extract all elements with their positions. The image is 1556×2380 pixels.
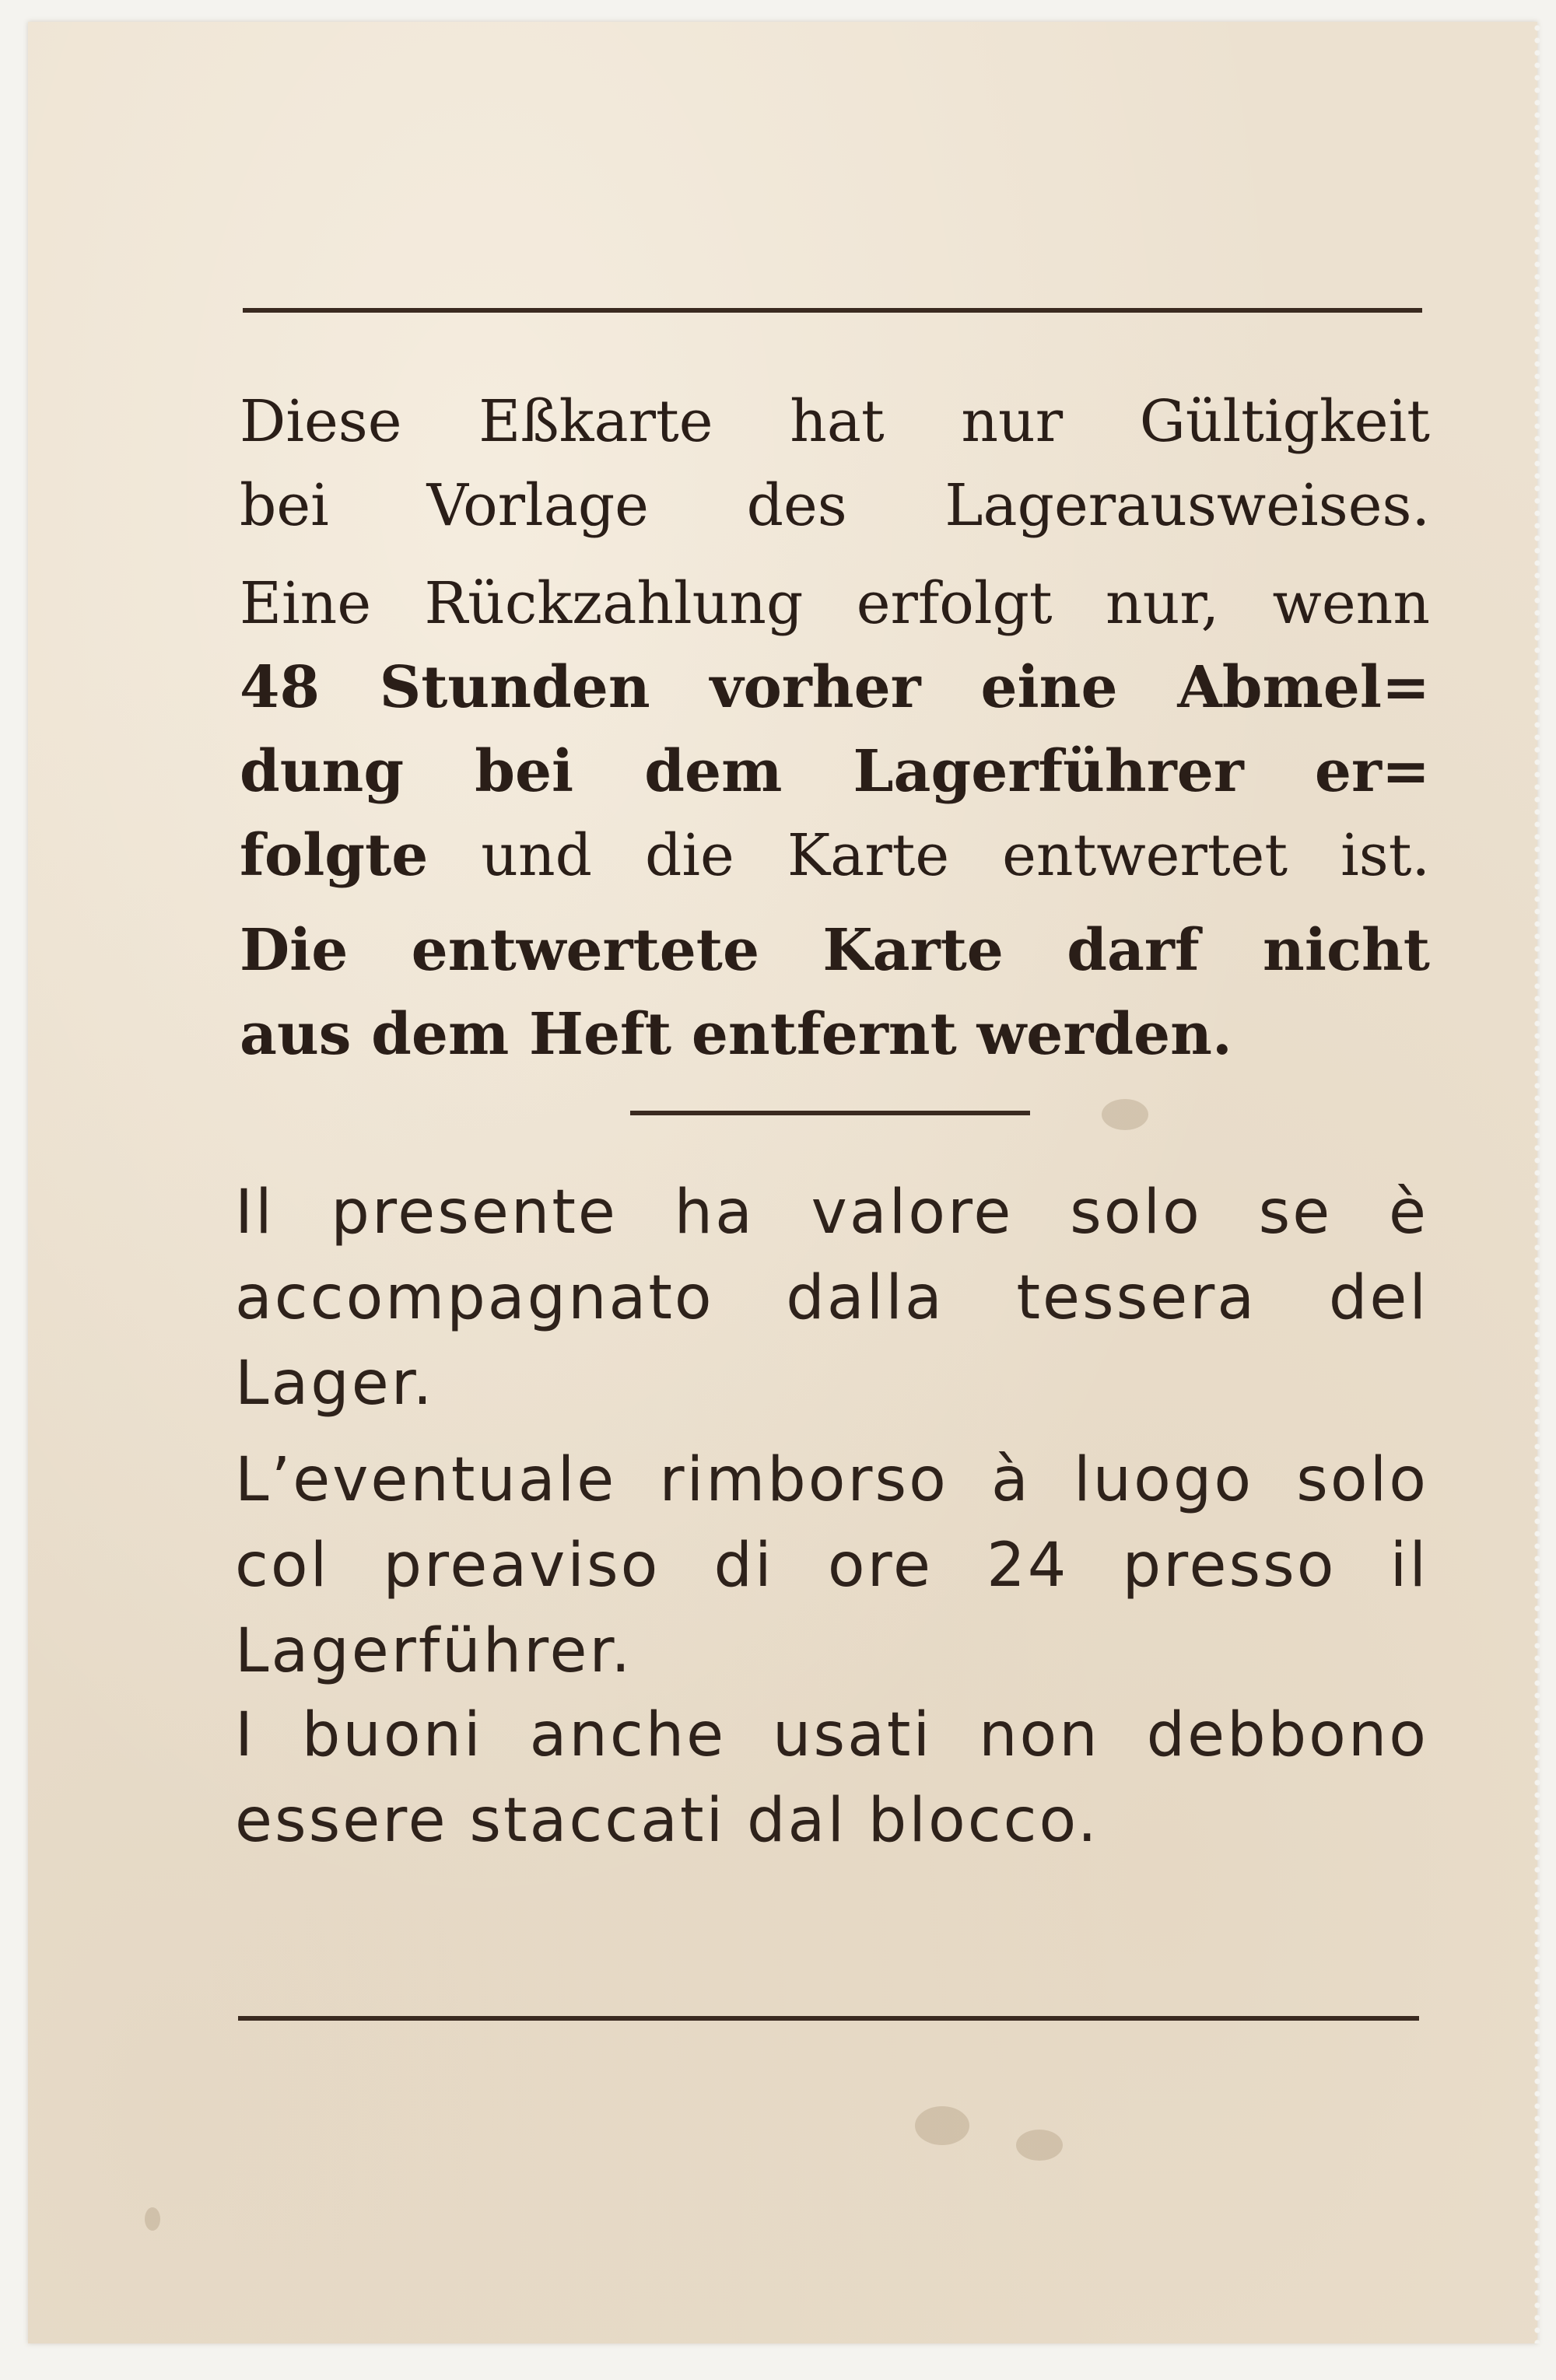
stain-mark [145,2207,160,2231]
top-divider [243,308,1422,313]
german-line-1: Diese Eßkarte hat nur Gültigkeit [240,388,1430,455]
german-line-7: Die entwertete Karte darf nicht [240,917,1430,984]
german-line-8: aus dem Heft entfernt werden. [240,1001,1232,1068]
middle-divider [630,1111,1030,1115]
stain-mark [1102,1099,1148,1130]
italian-paragraph-1: Il presente ha valore solo se è accompagnato dalla tessera del Lager. [235,1178,1428,1419]
german-line-3: Eine Rückzahlung erfolgt nur, wenn [240,570,1430,637]
german-line-4: 48 Stunden vorher eine Abmel= [240,654,1430,721]
italian-paragraph-2: L’eventuale rimborso à luogo solo col preaviso di ore 24 presso il Lagerführer. [235,1445,1428,1686]
stain-mark [1016,2130,1063,2161]
german-line-2: bei Vorlage des Lagerausweises. [240,472,1430,539]
german-line-6-rest: und die Karte entwertet ist. [428,822,1430,889]
bottom-divider [238,2016,1419,2021]
german-line-6-bold: folgte [240,822,429,889]
german-line-5: dung bei dem Lagerführer er= [240,738,1430,805]
stain-mark [915,2106,969,2145]
german-line-6 [240,814,1430,898]
perforated-edge [1533,22,1542,2343]
italian-paragraph-3: I buoni anche usati non debbono essere staccati dal blocco. [235,1700,1428,1856]
